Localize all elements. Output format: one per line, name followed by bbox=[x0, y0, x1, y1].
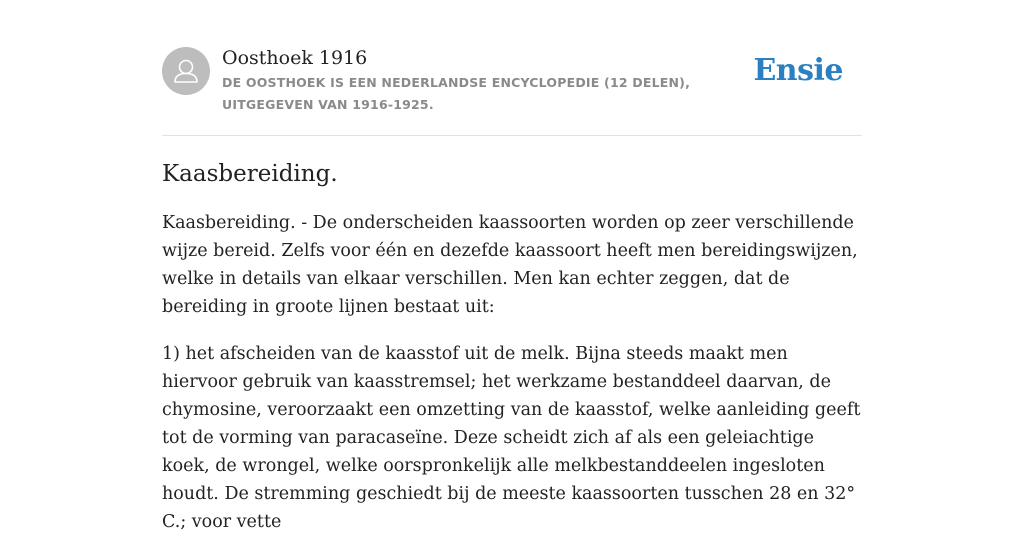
user-icon[interactable] bbox=[162, 47, 210, 95]
article-paragraph: 1) het afscheiden van de kaasstof uit de melk. Bijna steeds maakt men hiervoor gebruik van kaasstremsel; het werkzame bestanddeel daarvan, de chymosine, veroorzaakt een omzetting van de kaasstof, welke aanleiding geeft tot de vorming van paracaseïne. Deze scheidt zich af als een geleiachtige koek, de wrongel, welke oorspronkelijk alle melkbestanddeelen ingesloten houdt. De stremming geschiedt bij de meeste kaassoorten tusschen 28 en 32° C.; voor vette bbox=[162, 344, 861, 532]
source-name[interactable]: Oosthoek 1916 bbox=[222, 47, 368, 69]
article bbox=[162, 158, 862, 536]
ensie-logo[interactable]: Ensie bbox=[753, 53, 843, 88]
article-title: Kaasbereiding. bbox=[162, 161, 338, 187]
source-header bbox=[162, 46, 862, 116]
user-icon-graphic bbox=[162, 47, 210, 95]
source-description: DE OOSTHOEK IS EEN NEDERLANDSE ENCYCLOPEDIE (12 DELEN), UITGEGEVEN VAN 1916-1925. bbox=[222, 75, 691, 112]
article-paragraph: Kaasbereiding. - De onderscheiden kaassoorten worden op zeer verschillende wijze bereid. Zelfs voor één en dezefde kaassoort heeft men bereidingswijzen, welke in details van elkaar verschillen. Men kan echter zeggen, dat de bereiding in groote lijnen bestaat uit: bbox=[162, 213, 858, 317]
header-divider bbox=[162, 135, 862, 136]
